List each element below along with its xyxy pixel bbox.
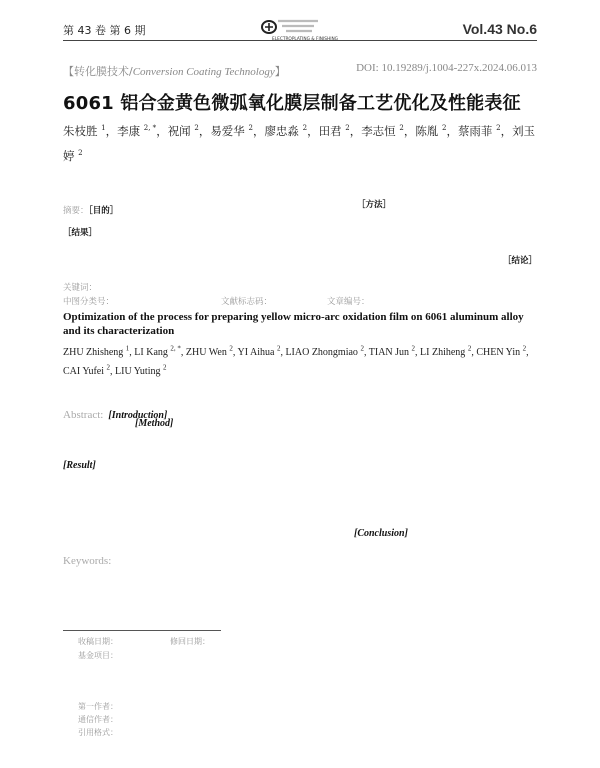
author: CAI Yufei $^2$, (63, 363, 116, 377)
author: LI Zhiheng $^2$, (420, 345, 477, 359)
revised-date: 修回日期： (170, 637, 210, 646)
author-affiliation: 2 (345, 124, 350, 132)
author-name: 陈胤 (415, 123, 439, 138)
author-name: 刘玉婷 (63, 123, 536, 163)
author-affiliation: 2 (496, 124, 501, 132)
author: 廖忠淼 $^2$， (264, 123, 319, 138)
abstract-cn-purpose: ［目的］ (88, 206, 119, 216)
author: 田君 $^2$， (318, 123, 362, 138)
author-affiliation: 2 (106, 363, 111, 372)
author-affiliation: 2 (522, 345, 527, 353)
author: LIAO Zhongmiao $^2$, (285, 345, 369, 359)
clc-number: 中图分类号： (63, 297, 115, 307)
abstract-cn-result: ［结果］ (63, 228, 98, 238)
author-name: LIAO Zhongmiao (285, 347, 358, 359)
author-name: LIU Yuting (115, 365, 161, 377)
author: CHEN Yin $^2$, (476, 345, 529, 359)
author-name: ZHU Zhisheng (63, 347, 124, 359)
author-affiliation: 1 (101, 124, 106, 132)
column-label (63, 63, 286, 79)
author-name: 田君 (318, 123, 342, 138)
first-author: 第一作者： (78, 702, 118, 711)
abstract-cn-label: 摘要： (63, 206, 89, 216)
author-affiliation: 2 (162, 363, 167, 372)
author: 陈胤 $^2$， (415, 123, 458, 138)
author-affiliation: 2 (302, 124, 308, 132)
fund-project: 基金项目： (78, 651, 118, 660)
author-name: CAI Yufei (63, 365, 105, 377)
header-rule (63, 40, 537, 41)
author-name: TIAN Jun (368, 347, 410, 359)
doi: DOI: 10.19289/j.1004-227x.2024.06.013 (356, 62, 537, 74)
authors-cn (63, 117, 543, 167)
author-name: LI Kang (134, 347, 168, 359)
title-en: Optimization of the process for preparing yellow micro-arc oxidation film on 6061 aluminum alloy and its characterization (63, 311, 524, 337)
author: ZHU Zhisheng $^1$, (63, 345, 135, 359)
keywords-cn: 关键词： (63, 283, 98, 293)
author: TIAN Jun $^2$, (368, 345, 421, 359)
author-affiliation: 1 (125, 345, 130, 353)
document-code: 文献标志码： (221, 297, 273, 307)
author: 朱枝胜 $^1$， (63, 123, 118, 138)
journal-volume: Vol.43 No.6 (462, 21, 537, 37)
abstract-en-result: [Result] (63, 460, 96, 471)
author: ZHU Wen $^2$, (185, 345, 238, 359)
corresponding-author: 通信作者： (78, 715, 118, 724)
footnote-rule (63, 630, 221, 631)
author-name: 李志恒 (361, 123, 396, 138)
abstract-en-introduction: [Introduction] (108, 410, 168, 421)
author: YI Aihua $^2$, (237, 345, 286, 359)
abstract-en-method: [Method] (135, 418, 174, 429)
author-name: CHEN Yin (476, 347, 521, 359)
author-name: LI Zhiheng (420, 347, 466, 359)
author-name: 朱枝胜 (63, 123, 98, 138)
abstract-cn-conclusion: ［结论］ (502, 256, 537, 266)
logo-subtext (272, 36, 338, 42)
author: 李志恒 $^2$， (361, 123, 416, 138)
author (115, 363, 167, 377)
author: 祝闻 $^2$， (167, 123, 211, 138)
authors-en (63, 342, 543, 379)
abstract-en-conclusion: [Conclusion] (354, 528, 408, 539)
author-name: 易爱华 (210, 123, 245, 138)
author-affiliation: 2 (248, 124, 253, 132)
author-affiliation: 2, * (143, 124, 157, 132)
author-affiliation: 2 (276, 345, 281, 353)
journal-issue: 第 43 卷 第 6 期 (63, 24, 146, 37)
author-affiliation: 2 (360, 345, 364, 353)
author-affiliation: 2, * (170, 345, 181, 353)
author-name: 李康 (117, 123, 141, 138)
author: LI Kang $^{2, *}$, (134, 345, 186, 359)
title-cn: 6061 铝合金黄色微弧氧化膜层制备工艺优化及性能表征 (63, 93, 521, 114)
author: 李康 $^{2, *}$， (117, 123, 168, 138)
author-name: ZHU Wen (185, 347, 227, 359)
author-name: 廖忠淼 (264, 123, 299, 138)
abstract-en-label: Abstract: (63, 409, 104, 421)
author-affiliation: 2 (229, 345, 233, 353)
author-affiliation: 2 (194, 124, 199, 132)
abstract-cn-row (63, 198, 118, 217)
column-end: 】 (274, 65, 286, 78)
received-date: 收稿日期： (78, 637, 118, 646)
author-affiliation: 2 (467, 345, 472, 353)
author: 易爱华 $^2$， (210, 123, 265, 138)
article-number: 文章编号： (327, 297, 370, 307)
author-affiliation: 2 (399, 124, 404, 132)
author-name: 祝闻 (167, 123, 191, 138)
author-name: YI Aihua (237, 347, 275, 359)
author-affiliation: 2 (411, 345, 416, 353)
column-cn: 【转化膜技术/ (63, 65, 133, 78)
author: 蔡雨菲 $^2$， (457, 123, 513, 138)
citation-format: 引用格式： (78, 728, 118, 737)
abstract-cn-method: ［方法］ (357, 200, 392, 210)
keywords-en: Keywords: (63, 555, 112, 567)
column-en: Conversion Coating Technology (132, 66, 275, 78)
author-affiliation: 2 (78, 148, 83, 157)
author-affiliation: 2 (441, 124, 447, 132)
author-name: 蔡雨菲 (457, 123, 493, 138)
